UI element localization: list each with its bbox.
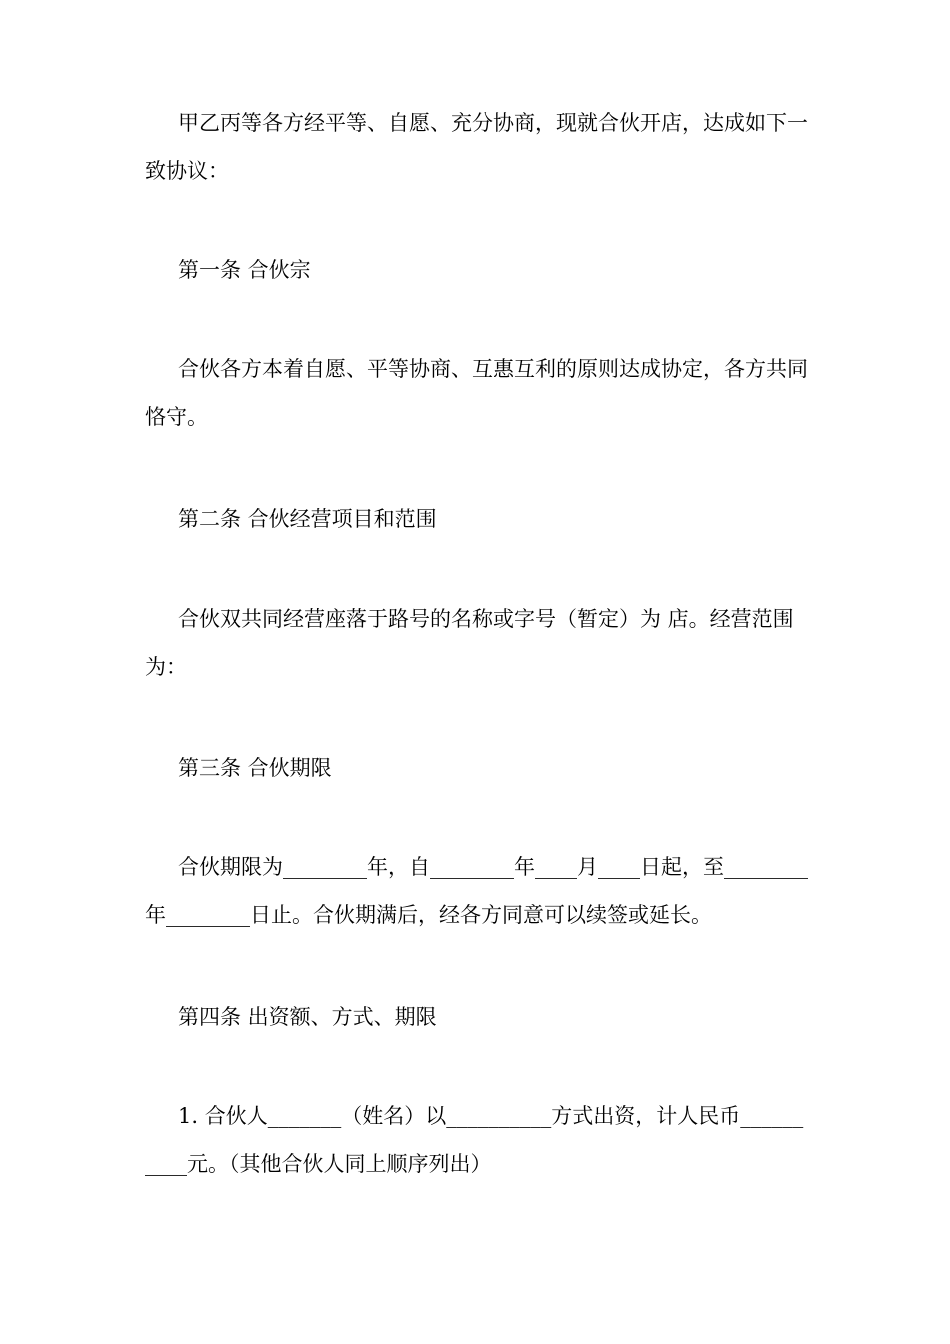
intro-paragraph: 甲乙丙等各方经平等、自愿、充分协商，现就合伙开店，达成如下一致协议： bbox=[145, 111, 808, 183]
article-2-title: 第二条 合伙经营项目和范围 bbox=[178, 507, 437, 531]
article-4-title: 第四条 出资额、方式、期限 bbox=[178, 1005, 437, 1029]
article-1-body: 合伙各方本着自愿、平等协商、互惠互利的原则达成协定，各方共同恪守。 bbox=[145, 357, 808, 429]
article-2-body: 合伙双共同经营座落于路号的名称或字号（暂定）为 店。经营范围为： bbox=[145, 607, 794, 679]
article-1-title: 第一条 合伙宗 bbox=[178, 258, 311, 282]
article-3-title: 第三条 合伙期限 bbox=[178, 756, 332, 780]
article-4-item-1: 1. 合伙人_______（姓名）以__________方式出资，计人民币__________元。（其他合伙人同上顺序列出） bbox=[145, 1104, 804, 1176]
article-3-body: 合伙期限为________年，自________年____月____日起，至________年________日止。合伙期满后，经各方同意可以续签或延长。 bbox=[145, 855, 808, 927]
